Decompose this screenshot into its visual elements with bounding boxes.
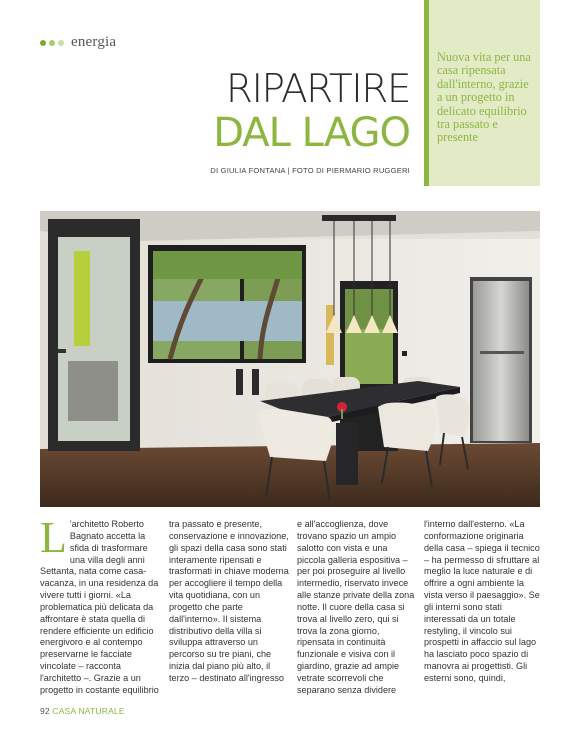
section-dot-2 <box>49 40 55 46</box>
page-number: 92 <box>40 706 50 716</box>
page-footer <box>40 706 125 716</box>
drop-cap: L <box>40 513 67 562</box>
title-line-1: RIPARTIRE <box>225 67 410 112</box>
dining-room-photo <box>40 211 540 507</box>
article-column-2: tra passato e presente, conservazione e innovazione, gli spazi della casa sono stati interamente ripensati e trasformati in chiave moderna per accogliere il tempo della vita quotidiana, con un progetto che parte dall'interno». Il sistema distributivo della villa si sviluppa attraverso un percorso su tre piani, che inizia dal piano più alto, il terzo – destinato all'ingresso <box>169 519 289 683</box>
article-column-1 <box>40 513 160 697</box>
magazine-name: CASA NATURALE <box>52 706 125 716</box>
section-dot-1 <box>40 40 46 46</box>
title-line-2: DAL LAGO <box>213 110 410 156</box>
byline: DI GIULIA FONTANA | FOTO DI PIERMARIO RUGGERI <box>210 166 410 175</box>
article-column-1-text: 'architetto Roberto Bagnato accetta la sfida di trasformare una villa degli anni Settanta, nata come casa-vacanza, in una residenza da vivere tutti i giorni. «La problematica più delicata da affrontare è stata quella di rendere efficiente un edificio energivoro e al contempo preservarne le facciate vincolate – racconta l'architetto –. Grazie a un progetto in costante equilibrio <box>40 519 159 695</box>
article-column-3: e all'accoglienza, dove trovano spazio un ampio salotto con vista e una piccola galleria espositiva – per poi proseguire al livello intermedio, riservato invece alle stanze private della zona notte. Il cuore della casa si trova al livello zero, qui si trova la zona giorno, ripensata in continuità funzionale e visiva con il giardino, grazie ad ampie vetrate scorrevoli che separano senza dividere <box>297 519 415 695</box>
section-tag <box>40 34 116 51</box>
section-label: energia <box>71 34 117 50</box>
subtitle: Nuova vita per una casa ripensata dall'interno, grazie a un progetto in delicato equilibrio tra passato e presente <box>437 50 531 145</box>
article-column-4: l'interno dall'esterno. «La conformazione originaria della casa – spiega il tecnico – ha permesso di sfruttare al meglio la luce naturale e di offrire a ogni ambiente la vista verso il paesaggio». Se gli interni sono stati interessati da un totale restyling, il vincolo sui prospetti in affaccio sul lago ha lasciato poco spazio di manovra ai progettisti. Gli esterni sono, quindi, <box>424 519 540 683</box>
section-dot-3 <box>58 40 64 46</box>
